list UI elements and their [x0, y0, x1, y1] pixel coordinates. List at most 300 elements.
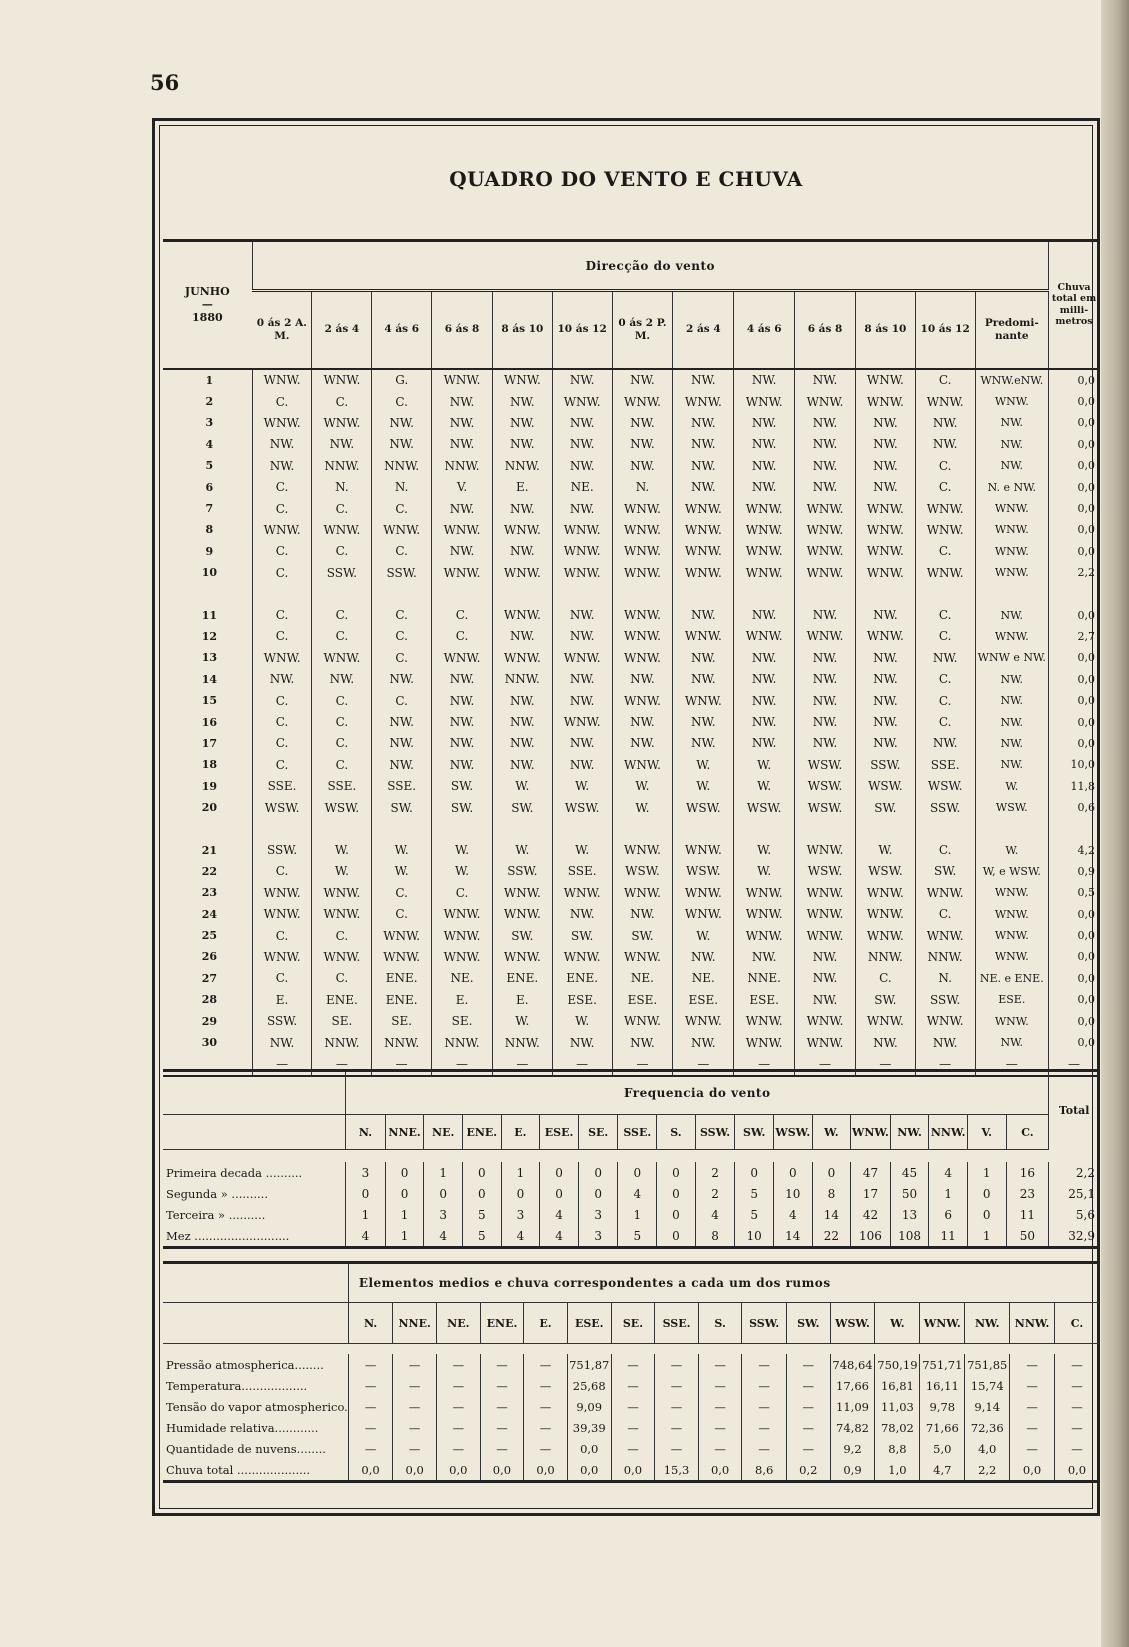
- row-label: Primeira decada ..........: [166, 1165, 303, 1180]
- wind-cell: NNE.: [734, 968, 795, 989]
- wind-cell: NW.: [673, 669, 734, 690]
- wind-cell: W.: [975, 776, 1048, 797]
- page-number: 56: [150, 70, 180, 95]
- frequency-cell: 0: [657, 1162, 696, 1183]
- element-cell: —: [1054, 1438, 1099, 1459]
- wind-cell: WNW e NW.: [975, 647, 1048, 668]
- wind-cell: WNW.: [252, 903, 312, 924]
- wind-cell: NW.: [612, 369, 673, 391]
- wind-cell: C.: [252, 562, 312, 583]
- wind-cell: C.: [312, 690, 372, 711]
- wind-cell: NW.: [855, 647, 915, 668]
- wind-cell: NW.: [492, 498, 552, 519]
- day-cell: 7: [205, 502, 214, 516]
- day-cell: 5: [205, 459, 214, 473]
- table-row: [163, 882, 1099, 903]
- wind-cell: WNW.: [252, 946, 312, 967]
- wind-cell: WNW.: [432, 903, 493, 924]
- wind-cell: C.: [312, 754, 372, 775]
- wind-cell: WNW.: [312, 946, 372, 967]
- table-row: [163, 690, 1099, 711]
- wind-cell: WNW.: [612, 754, 673, 775]
- wind-cell: W.: [492, 839, 552, 860]
- wind-cell: WSW.: [855, 861, 915, 882]
- wind-cell: W.: [432, 839, 493, 860]
- wind-cell: WNW.: [855, 626, 915, 647]
- frequency-cell: 0: [385, 1183, 424, 1204]
- element-cell: 16,11: [920, 1375, 965, 1396]
- wind-cell: W.: [372, 861, 432, 882]
- wind-cell: WSW.: [795, 754, 856, 775]
- wind-cell: ESE.: [734, 989, 795, 1010]
- wind-cell: NW.: [975, 412, 1048, 433]
- wind-cell: NW.: [432, 412, 493, 433]
- wind-cell: NW.: [734, 669, 795, 690]
- day-cell: 15: [201, 694, 217, 708]
- day-cell: 23: [201, 886, 217, 900]
- wind-cell: WNW.: [673, 562, 734, 583]
- day-cell: 1: [205, 373, 214, 387]
- wind-cell: NE.: [673, 968, 734, 989]
- day-cell: 16: [201, 715, 217, 729]
- element-cell: —: [611, 1354, 655, 1375]
- wind-cell: WNW.: [975, 541, 1048, 562]
- wind-cell: C.: [915, 626, 975, 647]
- frequency-cell: 2: [695, 1183, 735, 1204]
- wind-cell: NW.: [855, 434, 915, 455]
- frequency-cell: 10: [735, 1225, 774, 1248]
- wind-cell: C.: [252, 604, 312, 625]
- wind-cell: NW.: [612, 711, 673, 732]
- wind-cell: C.: [252, 476, 312, 497]
- wind-cell: C.: [855, 968, 915, 989]
- wind-cell: SW.: [432, 776, 493, 797]
- wind-cell: SSW.: [855, 754, 915, 775]
- frequency-cell: 0: [424, 1183, 463, 1204]
- wind-cell: W.: [432, 861, 493, 882]
- wind-cell: NW.: [552, 604, 612, 625]
- element-cell: 2,2: [965, 1459, 1010, 1482]
- wind-cell: WNW.: [673, 541, 734, 562]
- wind-cell: SW.: [432, 797, 493, 818]
- wind-cell: WNW.: [492, 903, 552, 924]
- day-cell: 6: [205, 480, 214, 494]
- frequency-cell: 0: [463, 1183, 502, 1204]
- wind-cell: SSE.: [552, 861, 612, 882]
- wind-cell: NW.: [372, 412, 432, 433]
- wind-cell: WNW.: [252, 647, 312, 668]
- direction-column-header: SW.: [787, 1303, 831, 1344]
- wind-cell: WNW.: [673, 391, 734, 412]
- direction-column-header: SSW.: [695, 1115, 735, 1150]
- time-column-header: 4 ás 6: [734, 291, 795, 369]
- wind-cell: C.: [372, 690, 432, 711]
- wind-cell: WSW.: [734, 797, 795, 818]
- rain-cell: 0,0: [1049, 903, 1100, 924]
- wind-cell: SSW.: [252, 839, 312, 860]
- day-cell: 22: [201, 864, 217, 878]
- element-cell: 0,2: [787, 1459, 831, 1482]
- frequency-cell: 0: [657, 1204, 696, 1225]
- element-cell: —: [742, 1396, 787, 1417]
- wind-cell: NW.: [612, 903, 673, 924]
- dash-cell: —: [673, 1053, 734, 1075]
- rain-cell: 4,2: [1049, 839, 1100, 860]
- frequency-cell: 0: [657, 1183, 696, 1204]
- frequency-cell: 8: [812, 1183, 851, 1204]
- wind-cell: NW.: [312, 669, 372, 690]
- frequency-cell: 6: [929, 1204, 968, 1225]
- wind-cell: NW.: [734, 604, 795, 625]
- wind-cell: NW.: [252, 669, 312, 690]
- table-row: [163, 797, 1099, 818]
- element-cell: —: [742, 1417, 787, 1438]
- wind-cell: WNW.: [252, 519, 312, 540]
- wind-cell: WNW.: [795, 882, 856, 903]
- wind-cell: NW.: [673, 946, 734, 967]
- page-title: QUADRO DO VENTO E CHUVA: [449, 167, 803, 191]
- wind-cell: C.: [915, 669, 975, 690]
- wind-cell: WNW.: [855, 1010, 915, 1031]
- direction-column-header: N.: [346, 1115, 386, 1150]
- frequency-cell: 5: [463, 1225, 502, 1248]
- wind-cell: NW.: [673, 647, 734, 668]
- rain-cell: 0,0: [1049, 476, 1100, 497]
- wind-cell: C.: [432, 604, 493, 625]
- wind-frequency-table: [163, 1069, 1099, 1249]
- wind-cell: WNW.: [492, 882, 552, 903]
- day-cell: 10: [201, 566, 217, 580]
- wind-cell: SW.: [855, 989, 915, 1010]
- wind-cell: C.: [252, 541, 312, 562]
- wind-cell: WSW.: [855, 776, 915, 797]
- wind-cell: WNW.: [612, 690, 673, 711]
- wind-cell: NNW.: [492, 455, 552, 476]
- wind-cell: NW.: [432, 434, 493, 455]
- frequency-cell: 1: [501, 1162, 540, 1183]
- day-cell: 18: [201, 758, 217, 772]
- element-cell: 11,09: [830, 1396, 875, 1417]
- wind-cell: E.: [492, 989, 552, 1010]
- element-cell: 0,0: [1054, 1459, 1099, 1482]
- frequency-cell: 1: [929, 1183, 968, 1204]
- element-cell: —: [348, 1354, 392, 1375]
- wind-cell: WNW.: [552, 711, 612, 732]
- wind-cell: W.: [734, 839, 795, 860]
- frequency-cell: 50: [890, 1183, 929, 1204]
- element-cell: —: [348, 1417, 392, 1438]
- frequency-cell: 4: [346, 1225, 386, 1248]
- wind-cell: WNW.: [432, 647, 493, 668]
- wind-cell: C.: [915, 839, 975, 860]
- wind-cell: NW.: [734, 455, 795, 476]
- wind-cell: WNW.: [432, 369, 493, 391]
- wind-cell: WNW.: [552, 562, 612, 583]
- direction-column-header: ENE.: [480, 1303, 524, 1344]
- element-cell: 15,3: [655, 1459, 699, 1482]
- element-cell: —: [1054, 1354, 1099, 1375]
- wind-cell: NW.: [915, 733, 975, 754]
- frequency-cell: 4: [540, 1225, 579, 1248]
- wind-cell: C.: [915, 711, 975, 732]
- wind-cell: NW.: [432, 690, 493, 711]
- elements-header: Elementos medios e chuva correspondentes a cada um dos rumos: [348, 1263, 1099, 1303]
- frequency-cell: 42: [851, 1204, 891, 1225]
- element-cell: —: [611, 1396, 655, 1417]
- frequency-cell: 0: [578, 1162, 618, 1183]
- wind-cell: WNW.: [795, 391, 856, 412]
- element-cell: 0,0: [524, 1459, 567, 1482]
- wind-cell: C.: [372, 647, 432, 668]
- wind-cell: G.: [372, 369, 432, 391]
- wind-cell: C.: [252, 754, 312, 775]
- wind-cell: C.: [252, 733, 312, 754]
- direction-column-header: NW.: [890, 1115, 929, 1150]
- table-row: [163, 669, 1099, 690]
- rain-cell: 0,0: [1049, 498, 1100, 519]
- frequency-cell: 1: [385, 1225, 424, 1248]
- direction-column-header: S.: [698, 1303, 741, 1344]
- wind-cell: C.: [372, 882, 432, 903]
- wind-cell: SSE.: [252, 776, 312, 797]
- wind-cell: NW.: [673, 1032, 734, 1053]
- wind-cell: NW.: [673, 434, 734, 455]
- element-cell: 9,09: [567, 1396, 611, 1417]
- wind-cell: E.: [252, 989, 312, 1010]
- wind-cell: C.: [252, 711, 312, 732]
- wind-cell: WNW.: [855, 369, 915, 391]
- wind-cell: WNW.: [673, 519, 734, 540]
- wind-cell: WNW.: [915, 391, 975, 412]
- element-cell: —: [655, 1375, 699, 1396]
- table-row: [163, 498, 1099, 519]
- wind-cell: NW.: [552, 903, 612, 924]
- total-cell: 32,9: [1049, 1225, 1099, 1248]
- wind-elements-table: [163, 1261, 1099, 1483]
- element-cell: 750,19: [875, 1354, 920, 1375]
- total-cell: 25,1: [1049, 1183, 1099, 1204]
- wind-cell: NW.: [734, 369, 795, 391]
- wind-cell: NW.: [552, 669, 612, 690]
- rain-cell: 0,0: [1049, 455, 1100, 476]
- wind-cell: NW.: [252, 434, 312, 455]
- frequency-cell: 4: [540, 1204, 579, 1225]
- wind-cell: SW.: [492, 925, 552, 946]
- wind-cell: WNW.: [492, 604, 552, 625]
- wind-cell: NW.: [252, 455, 312, 476]
- direction-column-header: S.: [657, 1115, 696, 1150]
- wind-cell: WNW.: [734, 903, 795, 924]
- wind-cell: W.: [734, 754, 795, 775]
- wind-cell: ENE.: [372, 968, 432, 989]
- wind-cell: NW.: [855, 455, 915, 476]
- direction-column-header: V.: [967, 1115, 1006, 1150]
- element-cell: 4,7: [920, 1459, 965, 1482]
- element-cell: —: [480, 1417, 524, 1438]
- frequency-cell: 4: [501, 1225, 540, 1248]
- day-cell: 25: [201, 929, 217, 943]
- wind-cell: C.: [372, 604, 432, 625]
- element-cell: 25,68: [567, 1375, 611, 1396]
- wind-cell: ENE.: [372, 989, 432, 1010]
- wind-cell: W.: [552, 1010, 612, 1031]
- wind-cell: C.: [312, 498, 372, 519]
- page-edge: [1101, 0, 1129, 1647]
- wind-cell: NW.: [855, 1032, 915, 1053]
- wind-cell: NW.: [734, 412, 795, 433]
- year-label: 1880: [192, 311, 223, 325]
- wind-cell: C.: [915, 604, 975, 625]
- element-cell: —: [480, 1438, 524, 1459]
- direction-column-header: W.: [875, 1303, 920, 1344]
- wind-cell: NW.: [432, 498, 493, 519]
- wind-cell: WNW.: [612, 604, 673, 625]
- wind-cell: NW.: [372, 711, 432, 732]
- frequency-cell: 2: [695, 1162, 735, 1183]
- total-cell: 2,2: [1049, 1162, 1099, 1183]
- wind-cell: NW.: [975, 754, 1048, 775]
- wind-cell: WNW.: [312, 369, 372, 391]
- element-cell: —: [348, 1375, 392, 1396]
- rain-cell: 0,0: [1049, 519, 1100, 540]
- wind-cell: WNW.: [492, 369, 552, 391]
- direction-column-header: NNE.: [393, 1303, 437, 1344]
- time-column-header: 6 ás 8: [432, 291, 493, 369]
- wind-cell: WSW.: [795, 861, 856, 882]
- direction-column-header: WNW.: [851, 1115, 891, 1150]
- wind-cell: WNW.: [795, 925, 856, 946]
- wind-cell: NW.: [612, 434, 673, 455]
- frequency-cell: 11: [929, 1225, 968, 1248]
- rain-header: Chuva total em milli- metros: [1049, 241, 1100, 369]
- dash-cell: —: [1049, 1053, 1100, 1075]
- frequency-cell: 8: [695, 1225, 735, 1248]
- element-cell: 8,8: [875, 1438, 920, 1459]
- element-cell: 9,2: [830, 1438, 875, 1459]
- wind-cell: NW.: [855, 690, 915, 711]
- day-cell: 27: [201, 971, 217, 985]
- wind-cell: WNW.: [975, 562, 1048, 583]
- element-cell: 0,0: [348, 1459, 392, 1482]
- rain-cell: 0,0: [1049, 412, 1100, 433]
- wind-cell: WNW.: [734, 519, 795, 540]
- wind-cell: C.: [252, 626, 312, 647]
- wind-cell: WNW.: [975, 626, 1048, 647]
- wind-cell: WSW.: [673, 861, 734, 882]
- element-cell: —: [480, 1354, 524, 1375]
- element-cell: 0,0: [480, 1459, 524, 1482]
- direction-column-header: NNW.: [929, 1115, 968, 1150]
- time-column-header: Predomi- nante: [975, 291, 1048, 369]
- day-cell: 24: [201, 907, 217, 921]
- wind-cell: WNW.: [734, 541, 795, 562]
- element-cell: 1,0: [875, 1459, 920, 1482]
- wind-cell: WNW.: [673, 1010, 734, 1031]
- wind-cell: NW.: [432, 733, 493, 754]
- element-cell: 4,0: [965, 1438, 1010, 1459]
- rain-cell: 0,9: [1049, 861, 1100, 882]
- wind-cell: NW.: [734, 946, 795, 967]
- wind-cell: NW.: [552, 690, 612, 711]
- wind-cell: SSE.: [915, 754, 975, 775]
- wind-cell: SW.: [612, 925, 673, 946]
- direction-column-header: WSW.: [773, 1115, 812, 1150]
- rain-cell: 0,0: [1049, 434, 1100, 455]
- wind-cell: WNW.: [734, 925, 795, 946]
- wind-cell: NW.: [795, 946, 856, 967]
- wind-cell: NW.: [855, 711, 915, 732]
- wind-cell: NW.: [795, 647, 856, 668]
- element-cell: 0,9: [830, 1459, 875, 1482]
- wind-cell: WNW.: [975, 498, 1048, 519]
- table-row: [163, 839, 1099, 860]
- wind-cell: WNW.: [795, 498, 856, 519]
- day-cell: 26: [201, 950, 217, 964]
- frequency-cell: 0: [463, 1162, 502, 1183]
- element-cell: —: [1010, 1396, 1055, 1417]
- wind-cell: NW.: [855, 604, 915, 625]
- wind-cell: WNW.: [855, 925, 915, 946]
- wind-cell: C.: [252, 690, 312, 711]
- element-cell: —: [393, 1375, 437, 1396]
- frequency-cell: 0: [967, 1204, 1006, 1225]
- table-row: [163, 412, 1099, 433]
- frequency-cell: 1: [346, 1204, 386, 1225]
- wind-cell: WNW.: [432, 946, 493, 967]
- wind-cell: NNW.: [312, 1032, 372, 1053]
- wind-cell: WNW.: [612, 626, 673, 647]
- wind-cell: NW.: [552, 412, 612, 433]
- wind-cell: NW.: [552, 434, 612, 455]
- wind-cell: WNW.: [492, 562, 552, 583]
- wind-cell: WNW.: [552, 946, 612, 967]
- frequency-cell: 50: [1006, 1225, 1049, 1248]
- wind-cell: NW.: [432, 541, 493, 562]
- wind-cell: NNW.: [492, 669, 552, 690]
- wind-cell: NW.: [612, 455, 673, 476]
- direction-column-header: SSE.: [618, 1115, 657, 1150]
- wind-cell: WNW.: [492, 946, 552, 967]
- wind-cell: NW.: [795, 434, 856, 455]
- wind-cell: NW.: [552, 369, 612, 391]
- wind-cell: NNW.: [915, 946, 975, 967]
- wind-cell: WNW.: [975, 391, 1048, 412]
- wind-cell: W.: [492, 1010, 552, 1031]
- frequency-cell: 0: [967, 1183, 1006, 1204]
- wind-cell: NW.: [855, 476, 915, 497]
- wind-cell: NW.: [492, 733, 552, 754]
- direction-column-header: C.: [1006, 1115, 1049, 1150]
- element-cell: —: [437, 1375, 481, 1396]
- rain-cell: 0,0: [1049, 968, 1100, 989]
- day-cell: 9: [205, 544, 214, 558]
- wind-cell: C.: [252, 861, 312, 882]
- wind-cell: WSW.: [915, 776, 975, 797]
- rain-cell: 0,0: [1049, 989, 1100, 1010]
- wind-cell: C.: [252, 498, 312, 519]
- wind-cell: ESE.: [552, 989, 612, 1010]
- element-cell: —: [393, 1417, 437, 1438]
- rain-cell: 0,0: [1049, 925, 1100, 946]
- wind-cell: W.: [552, 776, 612, 797]
- element-cell: —: [348, 1438, 392, 1459]
- wind-cell: NW.: [795, 412, 856, 433]
- frequency-cell: 16: [1006, 1162, 1049, 1183]
- element-cell: 0,0: [611, 1459, 655, 1482]
- wind-cell: NW.: [795, 455, 856, 476]
- element-cell: —: [742, 1354, 787, 1375]
- wind-cell: SE.: [372, 1010, 432, 1031]
